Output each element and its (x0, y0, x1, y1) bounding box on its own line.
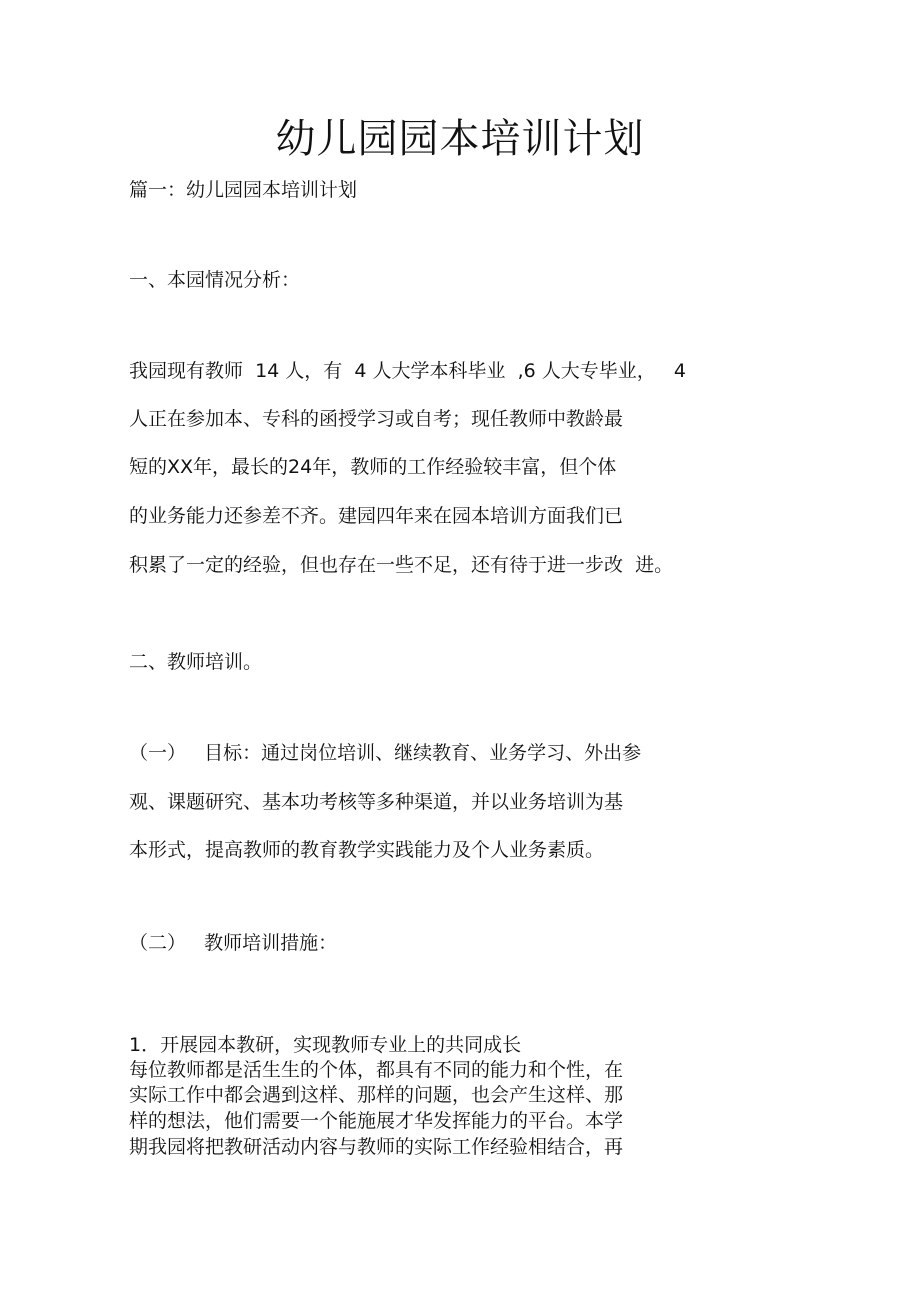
document-title: 幼儿园园本培训计划 (275, 116, 645, 162)
item1-heading: 1．开展园本教研，实现教师专业上的共同成长 (129, 1034, 522, 1056)
section1-line: 短的XX年，最长的24年，教师的工作经验较丰富，但个体 (129, 456, 617, 478)
section1-line: 积累了一定的经验，但也存在一些不足，还有待于进一步改 进。 (129, 554, 674, 576)
goal-line: （一） 目标：通过岗位培训、继续教育、业务学习、外出参 (129, 742, 642, 764)
section1-line: 人正在参加本、专科的函授学习或自考；现任教师中教龄最 (129, 408, 624, 430)
measures-heading: （二） 教师培训措施： (129, 932, 338, 954)
item1-line: 每位教师都是活生生的个体，都具有不同的能力和个性，在 (129, 1059, 624, 1081)
item1-line: 期我园将把教研活动内容与教师的实际工作经验相结合，再 (129, 1136, 624, 1158)
section1-line: 的业务能力还参差不齐。建园四年来在园本培训方面我们已 (129, 505, 624, 527)
goal-line: 观、课题研究、基本功考核等多种渠道，并以业务培训为基 (129, 791, 624, 813)
item1-line: 实际工作中都会遇到这样、那样的问题，也会产生这样、那 (129, 1084, 624, 1106)
section2-heading: 二、教师培训。 (129, 651, 263, 673)
item1-line: 样的想法，他们需要一个能施展才华发挥能力的平台。本学 (129, 1110, 624, 1132)
subtitle: 篇一：幼儿园园本培训计划 (129, 179, 358, 201)
section1-heading: 一、本园情况分析： (129, 269, 301, 291)
goal-line: 本形式，提高教师的教育教学实践能力及个人业务素质。 (129, 839, 605, 861)
section1-line: 我园现有教师 14 人，有 4 人大学本科毕业 ,6 人大专毕业， 4 (129, 360, 686, 382)
